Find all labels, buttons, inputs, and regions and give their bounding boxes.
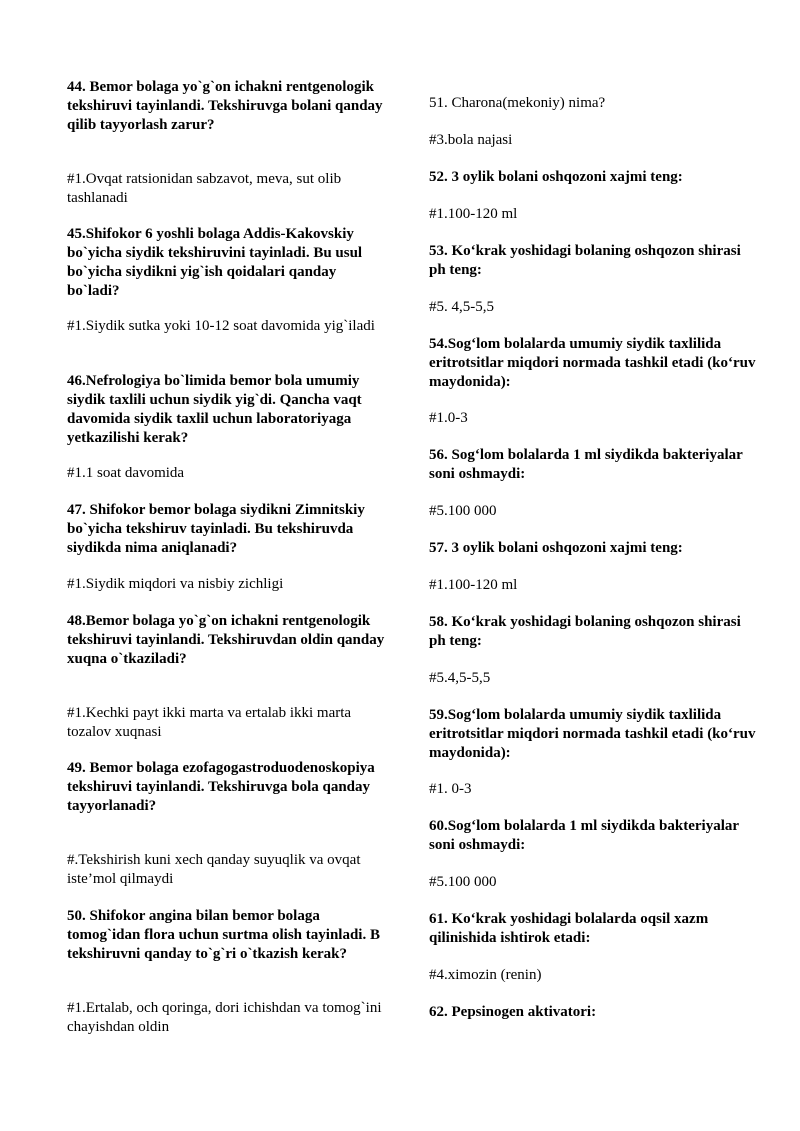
answer-text: #5. 4,5-5,5 xyxy=(429,299,494,315)
answer-text: #4.ximozin (renin) xyxy=(429,967,542,983)
answer-text: #1.Siydik miqdori va nisbiy zichligi xyxy=(67,576,284,592)
question-text: 60.Sog‘lom bolalarda 1 ml siydikda bakteriyalar soni oshmaydi: xyxy=(429,818,739,853)
question-text: 62. Pepsinogen aktivatori: xyxy=(429,1004,597,1020)
question-text: 47. Shifokor bemor bolaga siydikni Zimnitskiy bo`yicha tekshiruv tayinladi. Bu tekshiruvda siydikda nima aniqlanadi? xyxy=(67,502,365,556)
answer-text: #1.Kechki payt ikki marta va ertalab ikki marta tozalov xuqnasi xyxy=(67,705,352,740)
answer-text: #1.Ertalab, och qoringa, dori ichishdan va tomog`ini chayishdan oldin xyxy=(67,1000,382,1035)
answer-text: #.Tekshirish kuni xech qanday suyuqlik va ovqat iste’mol qilmaydi xyxy=(67,852,361,887)
question-text: 61. Ko‘krak yoshidagi bolalarda oqsil xazm qilinishida ishtirok etadi: xyxy=(429,911,709,946)
answer-text: #1.1 soat davomida xyxy=(67,465,185,481)
answer-text: 51. Charona(mekoniy) nima? xyxy=(429,95,606,111)
answer-text: #5.100 000 xyxy=(429,503,497,519)
question-text: 57. 3 oylik bolani oshqozoni xajmi teng: xyxy=(429,540,683,556)
answer-text: #5.100 000 xyxy=(429,874,497,890)
question-text: 59.Sog‘lom bolalarda umumiy siydik taxlilida eritrotsitlar miqdori normada tashkil etadi (ko‘ruv maydonida): xyxy=(429,707,756,761)
question-text: 48.Bemor bolaga yo`g`on ichakni rentgenologik tekshiruvi tayinlandi. Tekshiruvdan oldin qanday xuqna o`tkaziladi? xyxy=(67,613,385,667)
answer-text: #1.Ovqat ratsionidan sabzavot, meva, sut olib tashlanadi xyxy=(67,171,342,206)
question-text: 58. Ko‘krak yoshidagi bolaning oshqozon shirasi ph teng: xyxy=(429,614,741,649)
answer-text: #1.Siydik sutka yoki 10-12 soat davomida yig`iladi xyxy=(67,318,375,334)
answer-text: #5.4,5-5,5 xyxy=(429,670,491,686)
question-text: 50. Shifokor angina bilan bemor bolaga tomog`idan flora uchun surtma olish tayinladi. B tekshiruvni qanday to`g`ri o`tkazish kerak? xyxy=(67,908,380,962)
question-text: 53. Ko‘krak yoshidagi bolaning oshqozon shirasi ph teng: xyxy=(429,243,741,278)
question-text: 45.Shifokor 6 yoshli bolaga Addis-Kakovskiy bo`yicha siydik tekshiruvini tayinladi. Bu usul bo`yicha siydikni yig`ish qoidalari qanday bo`ladi? xyxy=(67,226,363,299)
answer-text: #1.0-3 xyxy=(429,410,468,426)
question-text: 44. Bemor bolaga yo`g`on ichakni rentgenologik tekshiruvi tayinlandi. Tekshiruvga bolani qanday qilib tayyorlash zarur? xyxy=(67,79,383,133)
answer-text: #1.100-120 ml xyxy=(429,206,518,222)
answer-text: #1.100-120 ml xyxy=(429,577,518,593)
question-text: 49. Bemor bolaga ezofagogastroduodenoskopiya tekshiruvi tayinlandi. Tekshiruvga bola qanday tayyorlanadi? xyxy=(67,760,375,814)
answer-text: #3.bola najasi xyxy=(429,132,513,148)
question-text: 54.Sog‘lom bolalarda umumiy siydik taxlilida eritrotsitlar miqdori normada tashkil etadi (ko‘ruv maydonida): xyxy=(429,336,756,390)
question-text: 56. Sog‘lom bolalarda 1 ml siydikda bakteriyalar soni oshmaydi: xyxy=(429,447,743,482)
answer-text: #1. 0-3 xyxy=(429,781,472,797)
question-text: 52. 3 oylik bolani oshqozoni xajmi teng: xyxy=(429,169,683,185)
question-text: 46.Nefrologiya bo`limida bemor bola umumiy siydik taxlili uchun siydik yig`di. Qancha vaqt davomida siydik taxlil uchun laboratoriyaga yetkazilishi kerak? xyxy=(67,373,362,446)
